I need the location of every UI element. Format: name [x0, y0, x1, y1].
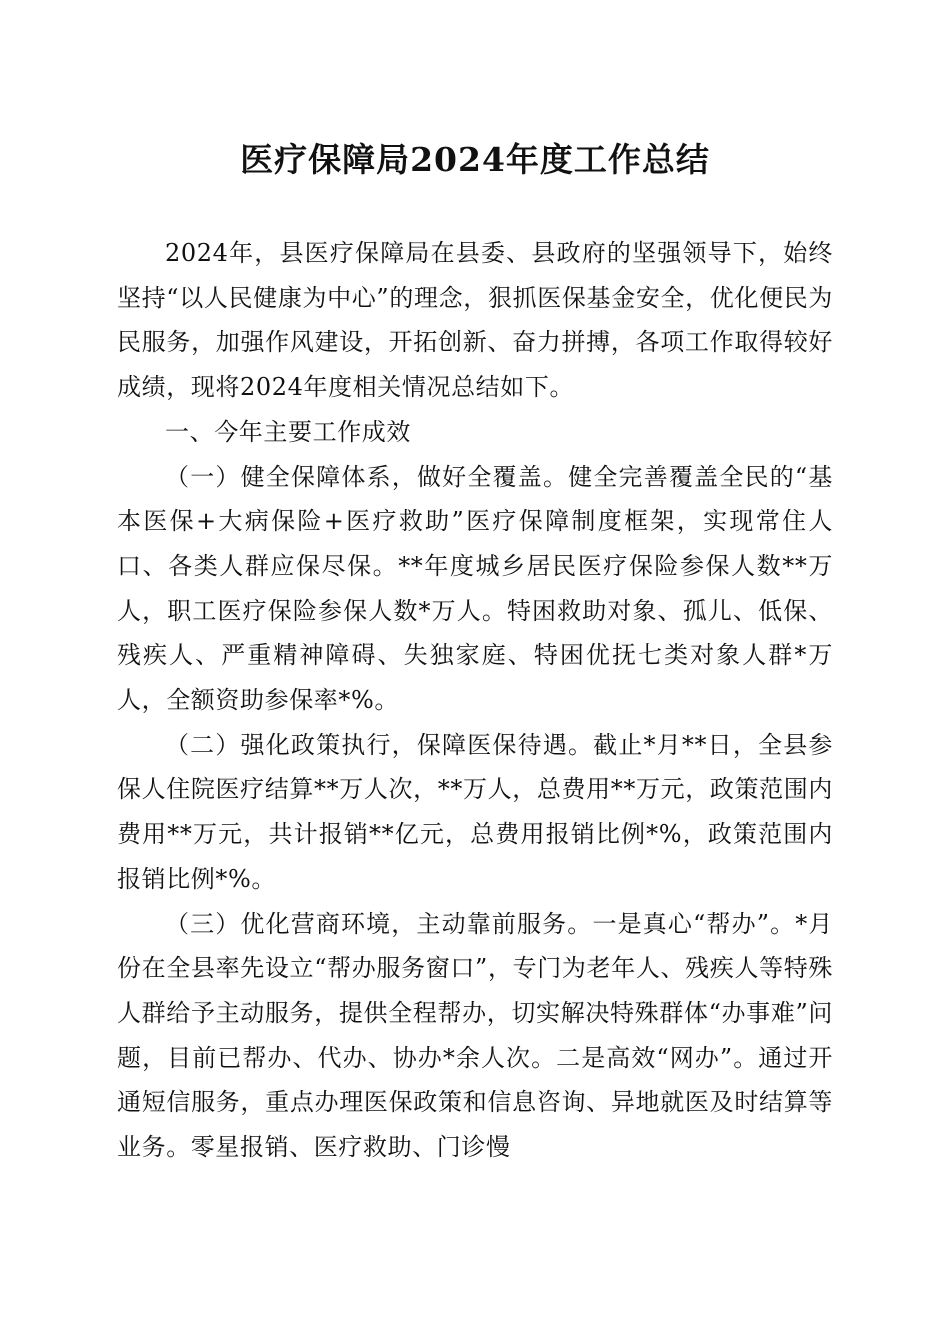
subsection-lead-3: （三）优化营商环境，主动靠前服务。	[165, 909, 593, 938]
subsection-paragraph-1	[117, 455, 833, 723]
subsection-text-2: 截止*月**日，全县参保人住院医疗结算**万人次，**万人，总费用**万元，政策范围内费用**万元，共计报销**亿元，总费用报销比例*%，政策范围内报销比例*%。	[117, 730, 833, 893]
subsection-paragraph-2	[117, 723, 833, 902]
subsection-text-3: 一是真心“帮办”。*月份在全县率先设立“帮办服务窗口”，专门为老年人、残疾人等特殊人群给予主动服务，提供全程帮办，切实解决特殊群体“办事难”问题，目前已帮办、代办、协办*余人次。二是高效“网办”。通过开通短信服务，重点办理医保政策和信息咨询、异地就医及时结算等业务。零星报销、医疗救助、门诊慢	[117, 909, 834, 1162]
section-heading: 一、今年主要工作成效	[165, 417, 411, 446]
intro-paragraph: 2024年，县医疗保障局在县委、县政府的坚强领导下，始终坚持“以人民健康为中心”的理念，狠抓医保基金安全，优化便民为民服务，加强作风建设，开拓创新、奋力拼搏，各项工作取得较好成绩，现将2024年度相关情况总结如下。	[117, 239, 833, 402]
subsection-paragraph-3	[117, 902, 833, 1170]
document-title: 医疗保障局2024年度工作总结	[240, 140, 710, 179]
subsection-lead-1: （一）健全保障体系，做好全覆盖。	[165, 462, 569, 491]
document-body	[117, 231, 833, 1170]
subsection-lead-2: （二）强化政策执行，保障医保待遇。	[165, 730, 594, 759]
subsection-text-1: 健全完善覆盖全民的“基本医保+大病保险+医疗救助”医疗保障制度框架，实现常住人口、各类人群应保尽保。**年度城乡居民医疗保险参保人数**万人，职工医疗保险参保人数*万人。特困救助对象、孤儿、低保、残疾人、严重精神障碍、失独家庭、特困优抚七类对象人群*万人，全额资助参保率*%。	[117, 462, 833, 715]
